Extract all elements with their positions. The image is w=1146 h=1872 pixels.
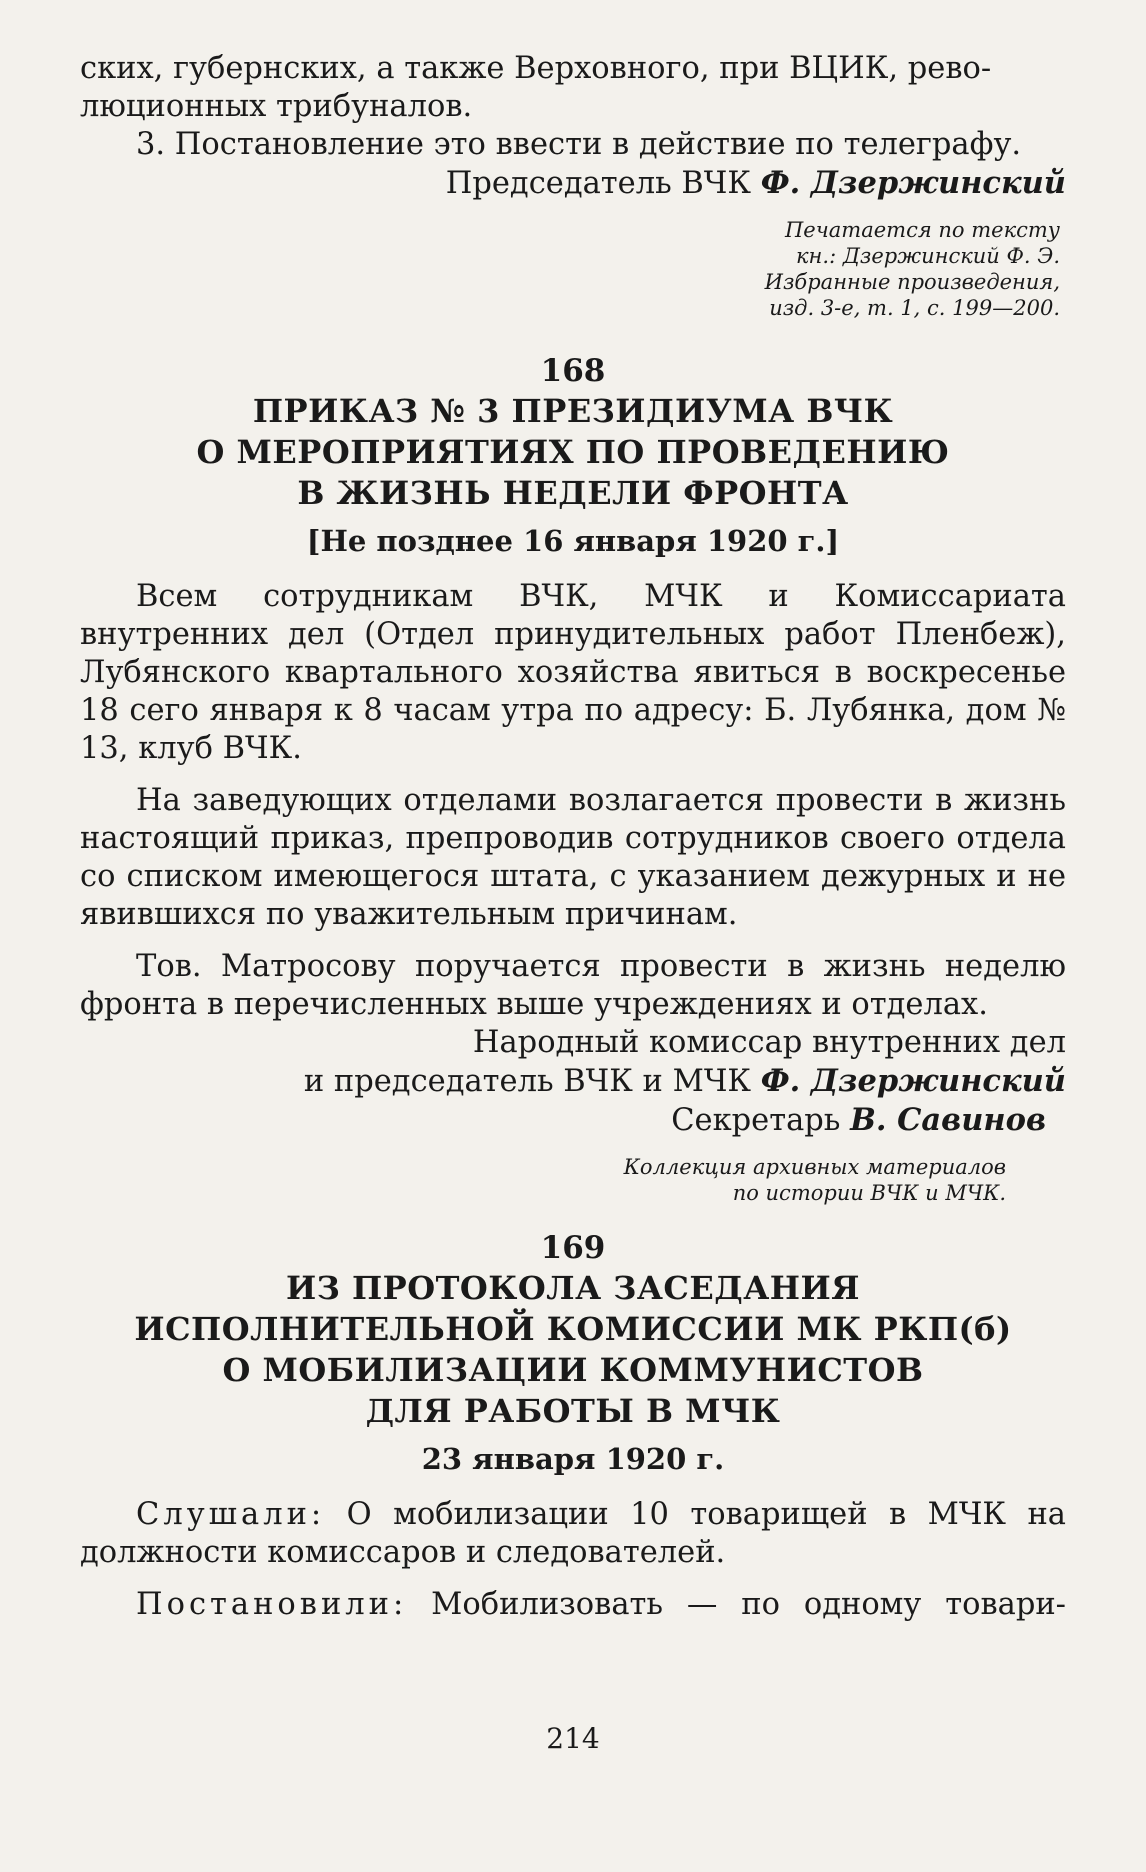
title-line: О МЕРОПРИЯТИЯХ ПО ПРОВЕДЕНИЮ	[196, 433, 950, 471]
signature-role: Председатель ВЧК	[445, 166, 751, 201]
signature	[80, 1062, 1066, 1101]
heard-text: О мобилизации 10 товарищей в МЧК на должности комиссаров и следователей.	[80, 1497, 1066, 1570]
source-line: изд. 3-е, т. 1, с. 199—200.	[769, 296, 1060, 320]
source-note	[80, 217, 1060, 321]
title-line: ПРИКАЗ № 3 ПРЕЗИДИУМА ВЧК	[252, 392, 894, 430]
title-line: ИСПОЛНИТЕЛЬНОЙ КОМИССИИ МК РКП(б)	[134, 1310, 1012, 1348]
source-note	[80, 1154, 1006, 1206]
text-line: люционных трибуналов.	[80, 89, 473, 124]
document-date: 23 января 1920 г.	[421, 1442, 725, 1476]
paragraph: На заведующих отделами возлагается провести в жизнь настоящий приказ, препроводив сотрудников своего отдела со списком имеющегося штата, с указанием дежурных и не явившихся по уважительным причинам.	[80, 783, 1066, 932]
document-date: [Не позднее 16 января 1920 г.]	[306, 524, 840, 558]
source-line: кн.: Дзержинский Ф. Э.	[796, 244, 1060, 268]
paragraph	[80, 1496, 1066, 1572]
signature-name: Ф. Дзержинский	[760, 1063, 1066, 1099]
document-number: 169	[540, 1230, 606, 1266]
decided-label: Постановили:	[136, 1587, 408, 1622]
paragraph: Тов. Матросову поручается провести в жизнь неделю фронта в перечисленных выше учреждениях и отделах.	[80, 949, 1066, 1022]
signature-name: Ф. Дзержинский	[760, 165, 1066, 201]
title-line: ИЗ ПРОТОКОЛА ЗАСЕДАНИЯ	[286, 1269, 860, 1307]
document-title	[80, 391, 1066, 514]
source-line: Коллекция архивных материалов	[623, 1155, 1006, 1179]
paragraph: 3. Постановление это ввести в действие по телеграфу.	[136, 127, 1022, 162]
page-number: 214	[546, 1722, 600, 1755]
signature-name: В. Савинов	[850, 1102, 1046, 1138]
source-line: Избранные произведения,	[764, 270, 1060, 294]
title-line: В ЖИЗНЬ НЕДЕЛИ ФРОНТА	[297, 474, 849, 512]
heard-label: Слушали:	[136, 1497, 326, 1532]
signature	[80, 164, 1066, 203]
page-content	[80, 50, 1066, 1624]
signature	[80, 1101, 1066, 1140]
title-line: ДЛЯ РАБОТЫ В МЧК	[365, 1392, 781, 1430]
decided-text: Мобилизовать — по одному товари-	[431, 1587, 1066, 1622]
document-title	[80, 1268, 1066, 1432]
text-line: ских, губернских, а также Верховного, при ВЦИК, рево-	[80, 51, 992, 86]
signature: Народный комиссар внутренних дел	[472, 1025, 1066, 1060]
signature-role: и председатель ВЧК и МЧК	[303, 1064, 751, 1099]
signature-role: Секретарь	[671, 1103, 841, 1138]
paragraph: Всем сотрудникам ВЧК, МЧК и Комиссариата внутренних дел (Отдел принудительных работ Пленбеж), Лубянского квартального хозяйства явиться в воскресенье 18 сего января к 8 часам утра по адресу: Б. Лубянка, дом № 13, клуб ВЧК.	[80, 579, 1066, 766]
title-line: О МОБИЛИЗАЦИИ КОММУНИСТОВ	[222, 1351, 924, 1389]
source-line: Печатается по тексту	[784, 218, 1060, 242]
document-number: 168	[540, 353, 606, 389]
source-line: по истории ВЧК и МЧК.	[732, 1181, 1006, 1205]
paragraph	[80, 1586, 1066, 1624]
